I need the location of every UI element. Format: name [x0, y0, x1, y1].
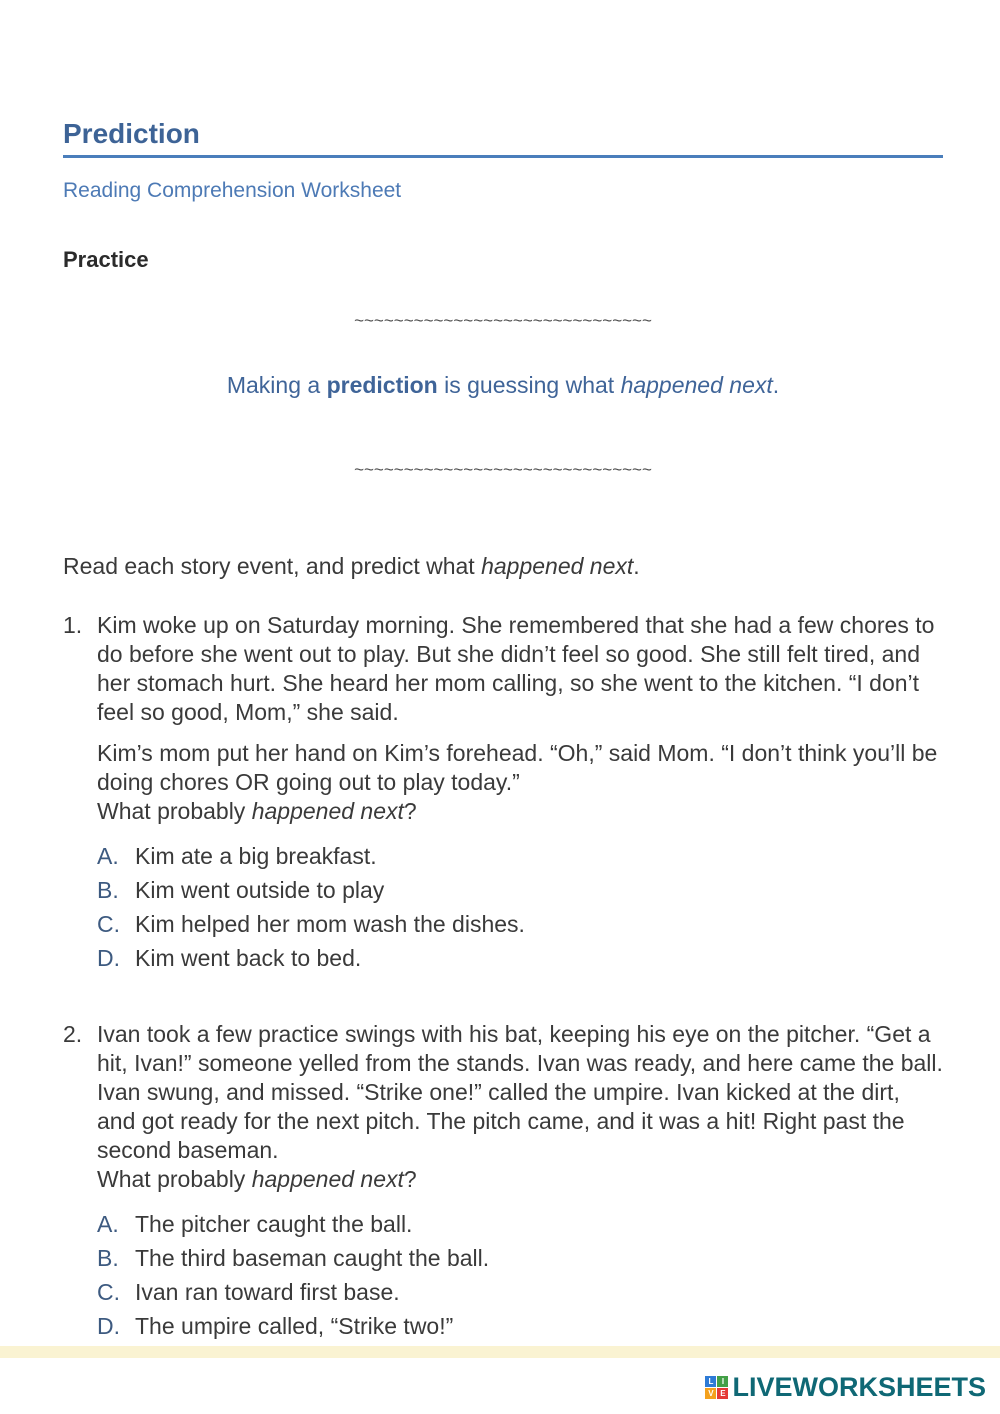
- section-label-practice: Practice: [63, 247, 149, 272]
- statement-mid: is guessing what: [437, 372, 621, 398]
- question-2-options: [97, 1210, 943, 1341]
- tilde-divider-top: ~~~~~~~~~~~~~~~~~~~~~~~~~~~~~~: [354, 311, 652, 330]
- option-1b-letter: B.: [97, 877, 119, 903]
- statement-bold-word: prediction: [326, 372, 438, 398]
- title-rule: [63, 155, 943, 158]
- option-2c[interactable]: [97, 1278, 943, 1307]
- option-1b-text: Kim went outside to play: [135, 877, 385, 903]
- option-1d[interactable]: [97, 944, 943, 973]
- logo-square-v: V: [705, 1388, 716, 1399]
- question-2-paragraph-1: [97, 1020, 943, 1194]
- option-2b-text: The third baseman caught the ball.: [135, 1245, 490, 1271]
- option-2a-letter: A.: [97, 1211, 119, 1237]
- liveworksheets-grid-icon: [705, 1376, 728, 1399]
- page-title: Prediction: [63, 118, 200, 149]
- option-2b-letter: B.: [97, 1245, 119, 1271]
- option-1c[interactable]: [97, 910, 943, 939]
- option-2a[interactable]: [97, 1210, 943, 1239]
- question-2-body: [97, 1020, 943, 1346]
- option-1c-text: Kim helped her mom wash the dishes.: [135, 911, 525, 937]
- question-1-prompt-pre: What probably: [97, 798, 252, 824]
- liveworksheets-logo: [705, 1372, 986, 1403]
- option-1c-letter: C.: [97, 911, 120, 937]
- footer-highlight-bar: [0, 1346, 1000, 1358]
- option-2c-letter: C.: [97, 1279, 120, 1305]
- tilde-divider-bottom: ~~~~~~~~~~~~~~~~~~~~~~~~~~~~~~: [354, 460, 652, 479]
- question-1-paragraph-2-text: Kim’s mom put her hand on Kim’s forehead. “Oh,” said Mom. “I don’t think you’ll be doing chores OR going out to play today.”: [97, 740, 938, 795]
- option-2b[interactable]: [97, 1244, 943, 1273]
- logo-square-e: E: [717, 1388, 728, 1399]
- question-2-prompt-post: ?: [403, 1166, 417, 1192]
- instructions-italic-phrase: happened next: [481, 553, 634, 579]
- question-2-paragraph-1-text: Ivan took a few practice swings with his bat, keeping his eye on the pitcher. “Get a hit, Ivan!” someone yelled from the stands. Ivan was ready, and here came the ball. Ivan swung, and missed. “Strike one!” called the umpire. Ivan kicked at the dirt, and got ready for the next pitch. The pitch came, and it was a hit! Right past the second baseman.: [97, 1021, 943, 1163]
- option-2d[interactable]: [97, 1312, 943, 1341]
- statement-pre: Making a: [226, 372, 327, 398]
- option-2c-text: Ivan ran toward first base.: [135, 1279, 400, 1305]
- option-1a[interactable]: [97, 842, 943, 871]
- question-1-prompt: [97, 798, 417, 824]
- question-1-paragraph-1: Kim woke up on Saturday morning. She remembered that she had a few chores to do before she went out to play. But she didn’t feel so good. She still felt tired, and her stomach hurt. She heard her mom calling, so she went to the kitchen. “I don’t feel so good, Mom,” she said.: [97, 612, 935, 725]
- instructions-pre: Read each story event, and predict what: [63, 553, 482, 579]
- question-1: [63, 611, 943, 978]
- instructions: [63, 552, 943, 581]
- question-1-body: [97, 611, 943, 978]
- question-2-prompt: [97, 1166, 417, 1192]
- page-subtitle: Reading Comprehension Worksheet: [63, 179, 402, 202]
- option-1a-letter: A.: [97, 843, 119, 869]
- option-2a-text: The pitcher caught the ball.: [135, 1211, 413, 1237]
- option-1a-text: Kim ate a big breakfast.: [135, 843, 377, 869]
- question-2: [63, 1020, 943, 1346]
- question-1-options: [97, 842, 943, 973]
- option-2d-text: The umpire called, “Strike two!”: [135, 1313, 454, 1339]
- logo-square-l: L: [705, 1376, 716, 1387]
- question-1-paragraph-2: [97, 739, 943, 826]
- question-2-number: 2.: [63, 1021, 83, 1047]
- instructions-post: .: [633, 553, 640, 579]
- question-1-prompt-italic: happened next: [251, 798, 404, 824]
- question-1-number: 1.: [63, 612, 83, 638]
- definition-statement: [63, 371, 943, 400]
- statement-post: .: [772, 372, 780, 398]
- question-1-prompt-post: ?: [403, 798, 417, 824]
- question-2-prompt-italic: happened next: [251, 1166, 404, 1192]
- option-1d-text: Kim went back to bed.: [135, 945, 362, 971]
- option-1d-letter: D.: [97, 945, 120, 971]
- statement-italic-phrase: happened next: [620, 372, 773, 398]
- liveworksheets-brand-text: LIVEWORKSHEETS: [732, 1372, 986, 1402]
- logo-square-i: I: [717, 1376, 728, 1387]
- option-1b[interactable]: [97, 876, 943, 905]
- option-2d-letter: D.: [97, 1313, 120, 1339]
- question-2-prompt-pre: What probably: [97, 1166, 252, 1192]
